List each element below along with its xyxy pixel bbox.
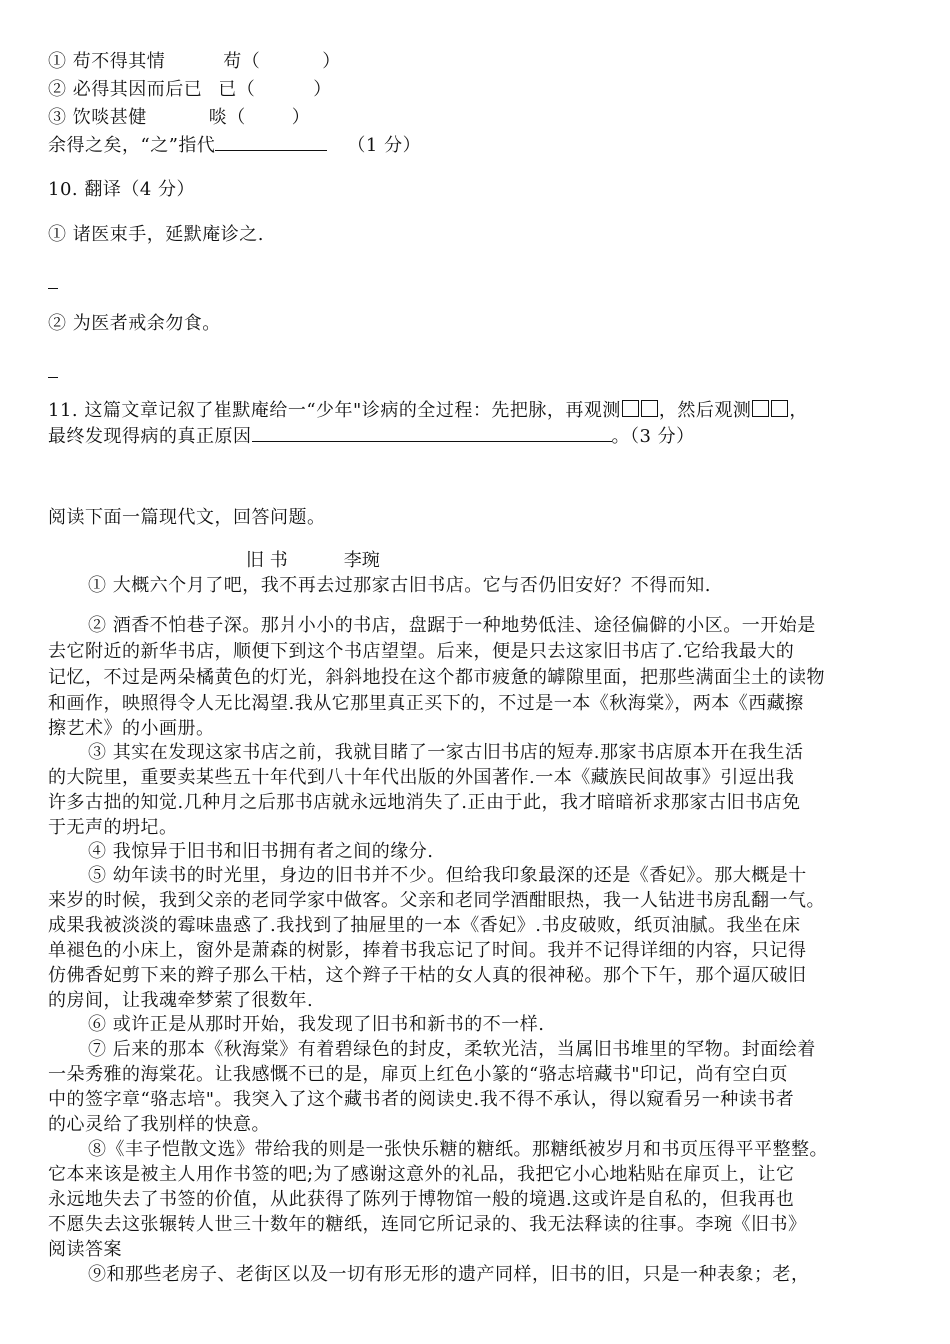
passage-line: ⑨和那些老房子、老街区以及一切有形无形的遗产同样，旧书的旧，只是一种表象；老， xyxy=(88,1264,810,1285)
q9-zhi-prefix: 余得之矣，“之”指代 xyxy=(48,135,216,156)
passage-line: 仿佛香妃剪下来的辫子那么干枯，这个辫子干枯的女人真的很神秘。那个下午，那个逼仄破旧 xyxy=(48,965,807,986)
q9-zhi-line xyxy=(48,134,421,158)
answer-line-1[interactable] xyxy=(48,288,58,289)
passage-line: 不愿失去这张辗转人世三十数年的糖纸，连同它所记录的、我无法释读的往事。李琬《旧书》 xyxy=(48,1214,807,1235)
answer-box[interactable] xyxy=(752,400,769,417)
passage-line: ③ 其实在发现这家书店之前，我就目睹了一家古旧书店的短寿.那家书店原本开在我生活 xyxy=(88,742,804,763)
passage-line: 永远地失去了书签的价值，从此获得了陈列于博物馆一般的境遇.这或许是自私的，但我再也 xyxy=(48,1189,795,1210)
q9-item-3-text: ③ 饮啖甚健 xyxy=(48,107,147,128)
answer-blank[interactable] xyxy=(252,425,612,442)
reading-intro: 阅读下面一篇现代文，回答问题。 xyxy=(48,507,326,528)
q9-item-3-word: 啖（ xyxy=(208,107,246,128)
q11-line-2-text-a: 最终发现得病的真正原因 xyxy=(48,426,252,447)
q9-item-2-word: 已（ xyxy=(218,79,256,100)
passage-line: 去它附近的新华书店，顺便下到这个书店望望。后来，便是只去这家旧书店了.它给我最大的 xyxy=(48,641,795,662)
answer-line-2[interactable] xyxy=(48,377,58,378)
q9-item-1 xyxy=(48,50,341,74)
q10-sentence-2: ② 为医者戒余勿食。 xyxy=(48,313,221,334)
q11-line-1-text-a: 11. 这篇文章记叙了崔默庵给一“少年"诊病的全过程：先把脉，再观测 xyxy=(48,400,621,421)
answer-box[interactable] xyxy=(622,400,639,417)
q9-item-3-close: ） xyxy=(291,107,311,128)
passage-line: 中的签字章“骆志培"。我突入了这个藏书者的阅读史.我不得不承认，得以窥看另一种读书者 xyxy=(48,1089,795,1110)
q11-line-1-text-c: ， xyxy=(789,400,808,421)
q11-line-1 xyxy=(48,399,808,423)
passage-line: 许多古拙的知觉.几种月之后那书店就永远地消失了.正由于此，我才暗暗祈求那家古旧书店免 xyxy=(48,792,801,813)
answer-box[interactable] xyxy=(771,400,788,417)
passage-line: ④ 我惊异于旧书和旧书拥有者之间的缘分. xyxy=(88,841,434,862)
q11-line-2-text-b: 。（3 分） xyxy=(611,426,695,447)
passage-line: 记忆，不过是两朵橘黄色的灯光，斜斜地投在这个都市疲惫的罅隙里面，把那些满面尘土的读物 xyxy=(48,667,825,688)
passage-line: 和画作，映照得令人无比渴望.我从它那里真正买下的，不过是一本《秋海棠》，两本《西藏擦 xyxy=(48,693,804,714)
article-author: 李琬 xyxy=(343,550,380,571)
article-title: 旧 书 xyxy=(246,550,288,571)
passage-line: 阅读答案 xyxy=(48,1239,122,1260)
passage-line: 的大院里，重要卖某些五十年代到八十年代出版的外国著作.一本《藏族民间故事》引逗出我 xyxy=(48,767,795,788)
q10-heading: 10. 翻译（4 分） xyxy=(48,179,196,200)
q9-item-2-text: ② 必得其因而后已 xyxy=(48,79,203,100)
q11-line-2 xyxy=(48,425,695,449)
q9-zhi-score: （1 分） xyxy=(347,135,422,156)
passage-line: 擦艺术》的小画册。 xyxy=(48,718,215,739)
passage-line: 于无声的坍圮。 xyxy=(48,817,178,838)
q11-line-1-text-b: ，然后观测 xyxy=(658,400,752,421)
article-title-line xyxy=(246,549,380,573)
passage-line: 它本来该是被主人用作书签的吧;为了感谢这意外的礼品，我把它小心地粘贴在扉页上，让它 xyxy=(48,1164,795,1185)
passage-line: 单褪色的小床上，窗外是萧森的树影，捧着书我忘记了时间。我并不记得详细的内容，只记得 xyxy=(48,940,807,961)
q10-sentence-1: ① 诸医束手，延默庵诊之. xyxy=(48,224,264,245)
passage-line: ① 大概六个月了吧，我不再去过那家古旧书店。它与否仍旧安好？不得而知. xyxy=(88,575,711,596)
passage-line: ⑦ 后来的那本《秋海棠》有着碧绿色的封皮，柔软光洁，当属旧书堆里的罕物。封面绘着 xyxy=(88,1039,816,1060)
q9-item-1-text: ① 苟不得其情 xyxy=(48,51,166,72)
passage-line: 成果我被淡淡的霉味蛊惑了.我找到了抽屉里的一本《香妃》.书皮破败，纸页油腻。我坐在床 xyxy=(48,915,801,936)
q9-item-2 xyxy=(48,78,332,102)
answer-blank[interactable] xyxy=(215,134,327,151)
passage-line: ⑧《丰子恺散文选》带给我的则是一张快乐糖的糖纸。那糖纸被岁月和书页压得平平整整。 xyxy=(88,1139,828,1160)
passage-line: ⑥ 或许正是从那时开始，我发现了旧书和新书的不一样. xyxy=(88,1014,545,1035)
passage-line: ⑤ 幼年读书的时光里，身边的旧书并不少。但给我印象最深的还是《香妃》。那大概是十 xyxy=(88,865,807,886)
answer-box[interactable] xyxy=(641,400,658,417)
q9-item-3 xyxy=(48,106,310,130)
passage-line: 一朵秀雅的海棠花。让我感慨不已的是，扉页上红色小篆的“骆志培藏书"印记，尚有空白页 xyxy=(48,1064,788,1085)
q9-item-1-close: ） xyxy=(322,51,341,72)
passage-line: 来岁的时候，我到父亲的老同学家中做客。父亲和老同学酒酣眼热，我一人钻进书房乱翻一气。 xyxy=(48,890,825,911)
q9-item-1-word: 苟（ xyxy=(223,51,261,72)
passage-line: 的房间，让我魂牵梦萦了很数年. xyxy=(48,990,314,1011)
passage-line: 的心灵给了我别样的快意。 xyxy=(48,1114,270,1135)
passage-line: ② 酒香不怕巷子深。那爿小小的书店，盘踞于一种地势低洼、途径偏僻的小区。一开始是 xyxy=(88,615,816,636)
q9-item-2-close: ） xyxy=(313,79,332,100)
